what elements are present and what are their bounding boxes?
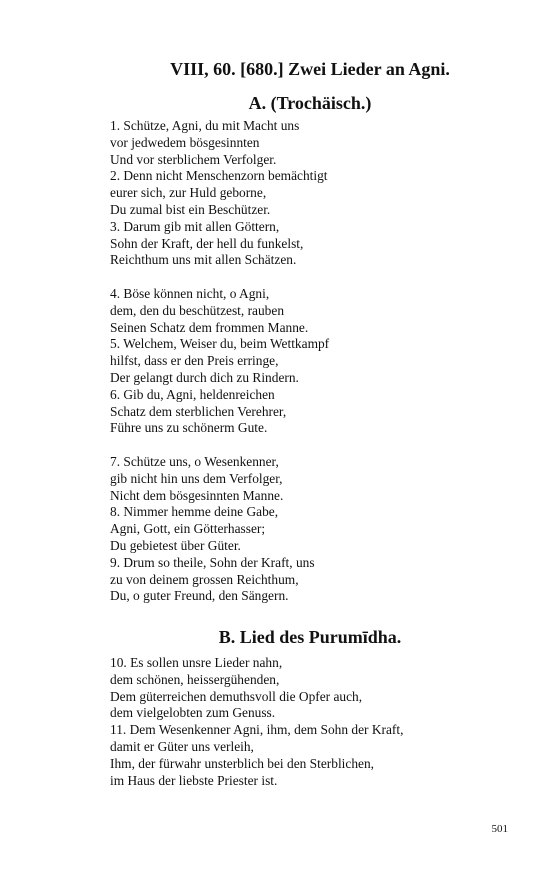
- verse-line: 11. Dem Wesenkenner Agni, ihm, dem Sohn der Kraft,: [110, 722, 404, 738]
- verse-line: Reichthum uns mit allen Schätzen.: [110, 252, 297, 268]
- verse-line: 3. Darum gib mit allen Göttern,: [110, 218, 280, 234]
- verse-line: im Haus der liebste Priester ist.: [110, 772, 278, 788]
- verse-line: Nicht dem bösgesinnten Manne.: [110, 487, 284, 503]
- verse-line: zu von deinem grossen Reichthum,: [110, 571, 299, 587]
- verse-line: Seinen Schatz dem frommen Manne.: [110, 319, 309, 335]
- verse-line: dem vielgelobten zum Genuss.: [110, 705, 276, 721]
- stanza-group-2: [110, 286, 530, 437]
- verse-line: eurer sich, zur Huld geborne,: [110, 185, 267, 201]
- verse-line: 8. Nimmer hemme deine Gabe,: [110, 504, 279, 520]
- stanza-group-3: [110, 454, 530, 605]
- verse-line: Dem güterreichen demuthsvoll die Opfer auch,: [110, 688, 363, 704]
- verse-line: Du, o guter Freund, den Sängern.: [110, 588, 289, 604]
- verse-line: Führe uns zu schönerm Gute.: [110, 420, 268, 436]
- section-a-heading: A. (Trochäisch.): [248, 93, 372, 113]
- verse-line: 2. Denn nicht Menschenzorn bemächtigt: [110, 168, 328, 184]
- verse-line: Sohn der Kraft, der hell du funkelst,: [110, 235, 304, 251]
- verse-line: 9. Drum so theile, Sohn der Kraft, uns: [110, 554, 315, 570]
- verse-line: Du zumal bist ein Beschützer.: [110, 201, 271, 217]
- verse-line: 5. Welchem, Weiser du, beim Wettkampf: [110, 336, 330, 352]
- verse-line: 10. Es sollen unsre Lieder nahn,: [110, 655, 283, 670]
- section-b-heading: B. Lied des Purumīdha.: [218, 627, 402, 647]
- verse-line: Und vor sterblichem Verfolger.: [110, 151, 277, 167]
- page-number: 501: [491, 823, 508, 835]
- verse-line: Du gebietest über Güter.: [110, 537, 241, 553]
- verse-line: Ihm, der fürwahr unsterblich bei den Sterblichen,: [110, 755, 375, 771]
- verse-line: gib nicht hin uns dem Verfolger,: [110, 470, 283, 486]
- verse-line: 6. Gib du, Agni, heldenreichen: [110, 386, 275, 402]
- verse-line: dem schönen, heissergühenden,: [110, 671, 280, 687]
- stanza-group-b: [110, 655, 530, 789]
- verse-line: 1. Schütze, Agni, du mit Macht uns: [110, 118, 300, 133]
- stanza-group-1: [110, 118, 530, 269]
- verse-line: 7. Schütze uns, o Wesenkenner,: [110, 454, 279, 469]
- verse-line: Agni, Gott, ein Götterhasser;: [110, 521, 266, 537]
- page-title: VIII, 60. [680.] Zwei Lieder an Agni.: [170, 59, 450, 79]
- verse-line: Der gelangt durch dich zu Rindern.: [110, 369, 299, 385]
- verse-line: dem, den du beschützest, rauben: [110, 302, 285, 318]
- verse-line: Schatz dem sterblichen Verehrer,: [110, 403, 287, 419]
- verse-line: 4. Böse können nicht, o Agni,: [110, 286, 270, 301]
- verse-line: hilfst, dass er den Preis erringe,: [110, 353, 279, 369]
- verse-line: damit er Güter uns verleih,: [110, 738, 254, 754]
- verse-line: vor jedwedem bösgesinnten: [110, 134, 260, 150]
